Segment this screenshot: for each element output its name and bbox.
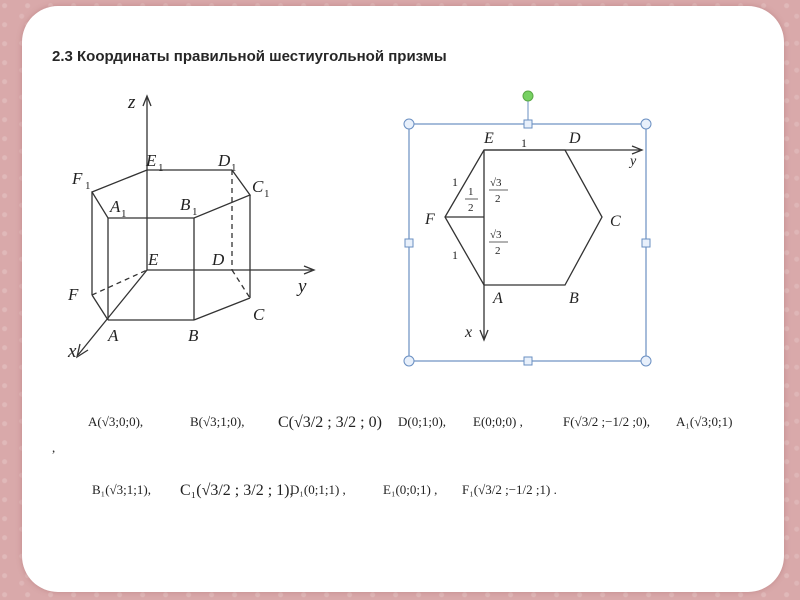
svg-text:1: 1 [158,162,164,174]
coord-C: C(√3/2 ; 3/2 ; 0) [278,414,382,431]
resize-handle-top[interactable] [524,120,532,128]
coord-D: D(0;1;0), [398,414,447,429]
edge-BC [194,298,250,320]
label-E1: E [146,151,157,170]
hex-label-C: C [610,213,621,230]
label-B1: B [180,195,191,214]
coord-A: A(√3;0;0), [88,414,144,429]
label-y: y [298,276,307,297]
label-E: E [148,250,159,269]
coord-D1: D₁(0;1;1) , [290,482,346,497]
prism-diagram [77,96,314,357]
coord-B1: B₁(√3;1;1), [92,482,151,497]
hex-label-B: B [569,290,579,307]
label-D1: D [218,151,231,170]
label-A1: A [110,197,121,216]
coord-B: B(√3;1;0), [190,414,245,429]
label-C: C [253,305,265,324]
label-F: F [68,285,79,304]
resize-handle-bl[interactable] [404,356,414,366]
hidden-edges [92,170,250,298]
coord-E: E(0;0;0) , [473,414,523,429]
svg-text:2: 2 [468,202,474,214]
hex-label-y: y [630,154,637,169]
coord-E1: E₁(0;0;1) , [383,482,438,497]
coord-A1: A₁(√3;0;1) [676,414,733,429]
rotate-handle[interactable] [523,91,533,101]
label-z: z [128,92,136,113]
hex-label-D: D [569,130,581,147]
coord-C1: C₁(√3/2 ; 3/2 ; 1), [180,482,294,499]
coord-F1: F₁(√3/2 ;−1/2 ;1) . [462,482,557,497]
svg-text:1: 1 [192,206,198,218]
label-D: D [212,250,225,269]
resize-handle-br[interactable] [641,356,651,366]
hex-label-A: A [493,290,503,307]
hex-label-F: F [425,211,435,228]
resize-handle-right[interactable] [642,239,650,247]
slide-title: 2.3 Координаты правильной шестиугольной призмы [52,48,447,65]
svg-text:2: 2 [495,193,501,205]
svg-text:√3: √3 [490,229,502,241]
hex-one-left-bottom: 1 [452,248,458,262]
hex-label-E: E [484,130,494,147]
svg-text:1: 1 [264,188,270,200]
label-x: x [68,341,77,362]
label-C1: C [252,177,264,196]
svg-text:1: 1 [85,180,91,192]
stray-comma: , [52,440,56,455]
resize-handle-tr[interactable] [641,119,651,129]
hexagon-diagram [445,146,642,340]
svg-text:1: 1 [121,208,127,220]
resize-handle-tl[interactable] [404,119,414,129]
resize-handle-left[interactable] [405,239,413,247]
hex-label-x: x [465,324,473,341]
svg-text:√3: √3 [490,177,502,189]
hex-one-left-top: 1 [452,175,458,189]
svg-text:2: 2 [495,245,501,257]
resize-handle-bottom[interactable] [524,357,532,365]
svg-text:1: 1 [468,186,474,198]
edge-FA [92,295,108,320]
coord-F: F(√3/2 ;−1/2 ;0), [563,414,651,429]
selection-box[interactable] [409,124,646,361]
label-B: B [188,326,199,345]
hex-one-top: 1 [521,136,527,150]
label-F1: F [72,169,83,188]
svg-text:1: 1 [231,162,237,174]
prism-labels [67,92,307,362]
label-A: A [108,326,119,345]
